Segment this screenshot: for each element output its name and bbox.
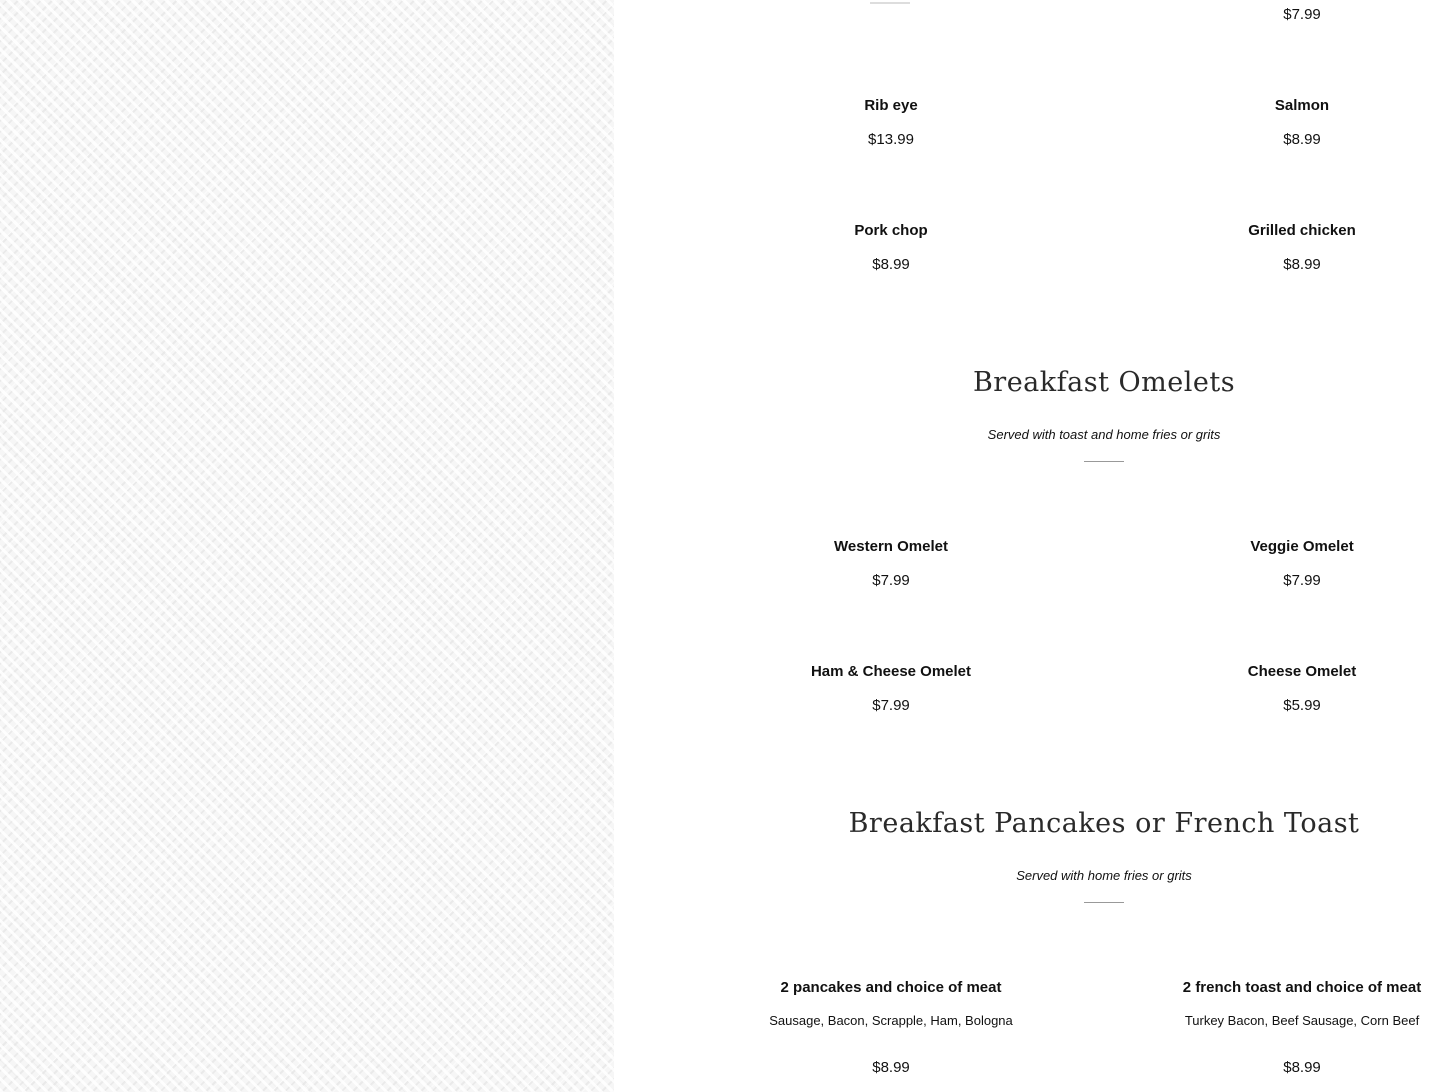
- section-divider: [1084, 461, 1124, 462]
- item-price: $7.99: [1283, 6, 1321, 23]
- item-description: Turkey Bacon, Beef Sausage, Corn Beef: [1184, 1013, 1420, 1028]
- section-subtitle-pancakes: Served with home fries or grits: [1016, 868, 1192, 883]
- item-price: $8.99: [1283, 256, 1321, 273]
- item-name: Salmon: [1274, 97, 1330, 114]
- item-name: 2 french toast and choice of meat: [1182, 979, 1422, 996]
- item-name: Western Omelet: [834, 538, 948, 555]
- section-divider: [1084, 902, 1124, 903]
- item-description: Sausage, Bacon, Scrapple, Ham, Bologna: [769, 1013, 1013, 1028]
- item-name: Pork chop: [854, 222, 928, 239]
- section-title-omelets: Breakfast Omelets: [972, 367, 1236, 398]
- item-price: $7.99: [1283, 572, 1321, 589]
- item-price: $8.99: [872, 1059, 910, 1076]
- item-name: Veggie Omelet: [1250, 538, 1354, 555]
- item-name: Rib eye: [864, 97, 918, 114]
- item-price: $7.99: [872, 697, 910, 714]
- item-price: $8.99: [1283, 131, 1321, 148]
- item-name: 2 pancakes and choice of meat: [780, 979, 1002, 996]
- section-title-pancakes: Breakfast Pancakes or French Toast: [848, 808, 1360, 839]
- item-name: Cheese Omelet: [1247, 663, 1357, 680]
- section-subtitle-omelets: Served with toast and home fries or grits: [987, 427, 1221, 442]
- item-price: $8.99: [872, 256, 910, 273]
- menu-content: [614, 0, 1450, 1092]
- item-price: $5.99: [1283, 697, 1321, 714]
- item-price: $7.99: [872, 572, 910, 589]
- partial-item-cutoff: [870, 0, 910, 4]
- decorative-pattern-panel: [0, 0, 614, 1092]
- item-price: $13.99: [868, 131, 914, 148]
- item-price: $8.99: [1283, 1059, 1321, 1076]
- item-name: Grilled chicken: [1248, 222, 1356, 239]
- item-name: Ham & Cheese Omelet: [810, 663, 972, 680]
